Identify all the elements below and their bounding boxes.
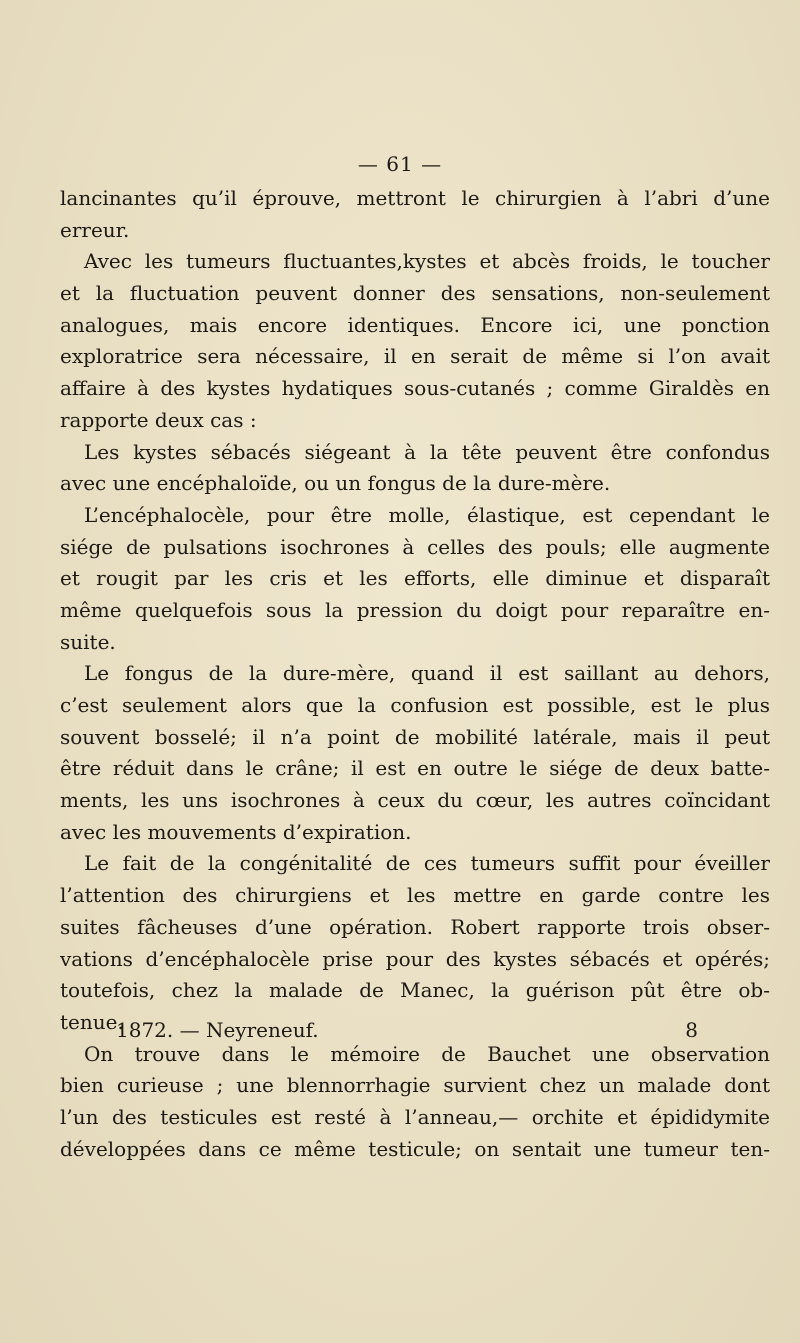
- text-line: L’encéphalocèle, pour être molle, élastique, est cependant le: [84, 502, 770, 527]
- text-line: ments, les uns isochrones à ceux du cœur, les autres coïncidant: [60, 788, 770, 813]
- text-line: erreur.: [60, 217, 130, 242]
- text-line: analogues, mais encore identiques. Encore ici, une ponction: [60, 312, 770, 337]
- text-line: lancinantes qu’il éprouve, mettront le chirurgien à l’abri d’une: [60, 186, 770, 210]
- footer-author: 1872. — Neyreneuf.: [116, 1018, 319, 1042]
- text-line: Le fait de la congénitalité de ces tumeurs suffit pour éveiller: [84, 851, 770, 876]
- text-line: vations d’encéphalocèle prise pour des kystes sébacés et opérés;: [60, 946, 770, 971]
- text-line: avec une encéphaloïde, ou un fongus de la dure-mère.: [60, 471, 611, 496]
- text-line: Le fongus de la dure-mère, quand il est saillant au dehors,: [84, 661, 770, 686]
- text-line: siége de pulsations isochrones à celles des pouls; elle augmente: [60, 534, 770, 559]
- text-line: tenue.: [60, 1009, 124, 1034]
- text-line: c’est seulement alors que la confusion est possible, est le plus: [60, 693, 770, 717]
- text-line: suites fâcheuses d’une opération. Robert rapporte trois obser-: [60, 914, 770, 939]
- page-number: — 61 —: [357, 152, 443, 176]
- text-line: être réduit dans le crâne; il est en outre le siége de deux batte-: [60, 756, 770, 781]
- text-line: affaire à des kystes hydatiques sous-cutanés ; comme Giraldès en: [60, 376, 770, 401]
- text-line: développées dans ce même testicule; on sentait une tumeur ten-: [60, 1136, 770, 1161]
- text-line: avec les mouvements d’expiration.: [60, 819, 412, 844]
- signature-footer: [116, 1018, 698, 1042]
- text-line: souvent bosselé; il n’a point de mobilité latérale, mais il peut: [60, 724, 770, 749]
- text-line: suite.: [60, 629, 116, 654]
- text-line: et rougit par les cris et les efforts, elle diminue et disparaît: [60, 566, 770, 591]
- text-line: et la fluctuation peuvent donner des sensations, non-seulement: [60, 281, 770, 306]
- text-line: Les kystes sébacés siégeant à la tête peuvent être confondus: [84, 439, 770, 464]
- text-line: même quelquefois sous la pression du doigt pour reparaître en-: [60, 597, 770, 622]
- text-line: toutefois, chez la malade de Manec, la guérison pût être ob-: [60, 978, 770, 1003]
- footer-signature-mark: 8: [685, 1018, 698, 1042]
- text-line: rapporte deux cas :: [60, 407, 257, 432]
- text-line: exploratrice sera nécessaire, il en serait de même si l’on avait: [60, 344, 770, 369]
- text-line: bien curieuse ; une blennorrhagie survient chez un malade dont: [60, 1073, 770, 1098]
- text-line: l’attention des chirurgiens et les mettre en garde contre les: [60, 883, 770, 908]
- text-line: On trouve dans le mémoire de Bauchet une observation: [84, 1041, 770, 1066]
- text-line: Avec les tumeurs fluctuantes,kystes et abcès froids, le toucher: [84, 249, 770, 274]
- text-line: l’un des testicules est resté à l’anneau,— orchite et épididymite: [60, 1104, 770, 1129]
